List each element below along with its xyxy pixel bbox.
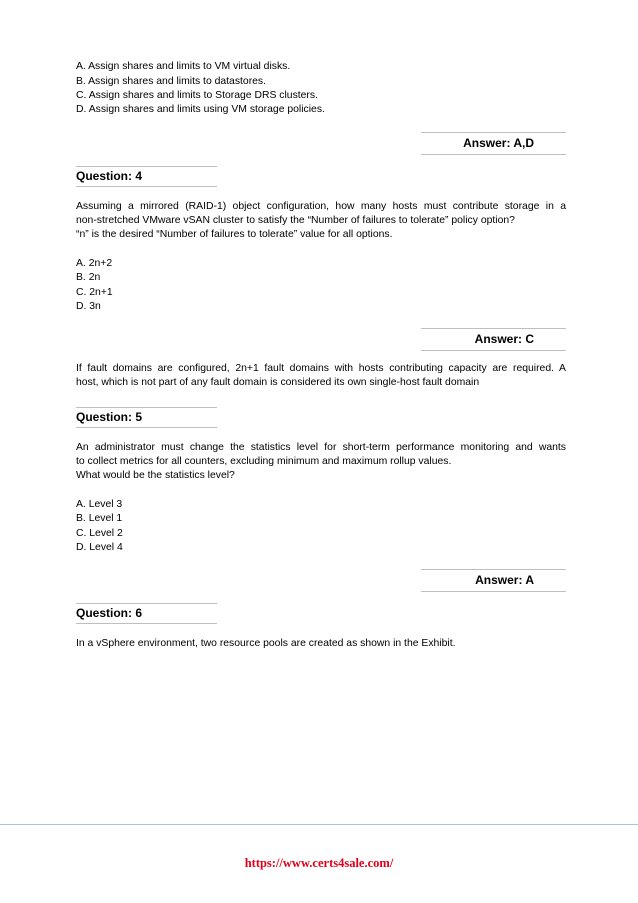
option-b: B. Assign shares and limits to datastores.: [76, 76, 267, 87]
q4-option-b: B. 2n: [76, 272, 101, 283]
question-title: Question: 5: [76, 410, 143, 424]
q5-option-d: D. Level 4: [76, 542, 123, 553]
q4-option-d: D. 3n: [76, 301, 101, 312]
option-c: C. Assign shares and limits to Storage DRS clusters.: [76, 90, 318, 101]
q5-option-b: B. Level 1: [76, 513, 123, 524]
answer-text: Answer: A,D: [463, 136, 534, 150]
q4-option-c: C. 2n+1: [76, 287, 113, 298]
question-heading-6: [76, 603, 217, 624]
footer-divider: [0, 824, 638, 825]
question-4-line-1: Assuming a mirrored (RAID-1) object configuration, how many hosts must contribute storage in a: [76, 201, 566, 212]
answer-text: Answer: C: [474, 332, 534, 346]
answer-box-5: [421, 569, 566, 592]
question-heading-5: [76, 407, 217, 428]
question-title: Question: 4: [76, 169, 143, 183]
question-4-text: [76, 200, 566, 242]
q5-option-c: C. Level 2: [76, 528, 123, 539]
footer-url-link[interactable]: https://www.certs4sale.com/: [244, 856, 394, 870]
question-5-line-1: An administrator must change the statistics level for short-term performance monitoring and wants: [76, 442, 566, 453]
answer-text: Answer: A: [475, 573, 534, 587]
option-d: D. Assign shares and limits using VM storage policies.: [76, 104, 325, 115]
q5-option-a: A. Level 3: [76, 499, 123, 510]
option-a: A. Assign shares and limits to VM virtual disks.: [76, 61, 291, 72]
question-4-line-2: non-stretched VMware vSAN cluster to satisfy the “Number of failures to tolerate” policy option?: [76, 215, 515, 226]
explanation-line-2: host, which is not part of any fault domain is considered its own single-host fault domain: [76, 377, 480, 388]
question-4-line-3: “n” is the desired “Number of failures to tolerate” value for all options.: [76, 229, 393, 240]
question-5-line-2: to collect metrics for all counters, excluding minimum and maximum rollup values.: [76, 456, 452, 467]
question-4-explanation: [76, 362, 566, 390]
question-5-line-3: What would be the statistics level?: [76, 470, 235, 481]
question-heading-4: [76, 166, 217, 187]
explanation-line-1: If fault domains are configured, 2n+1 fault domains with hosts contributing capacity are required. A: [76, 363, 566, 374]
question-title: Question: 6: [76, 606, 143, 620]
question-6-text: In a vSphere environment, two resource pools are created as shown in the Exhibit.: [76, 638, 456, 649]
q4-option-a: A. 2n+2: [76, 258, 113, 269]
answer-box-prev: [421, 132, 566, 155]
question-5-text: [76, 441, 566, 483]
answer-box-4: [421, 328, 566, 351]
